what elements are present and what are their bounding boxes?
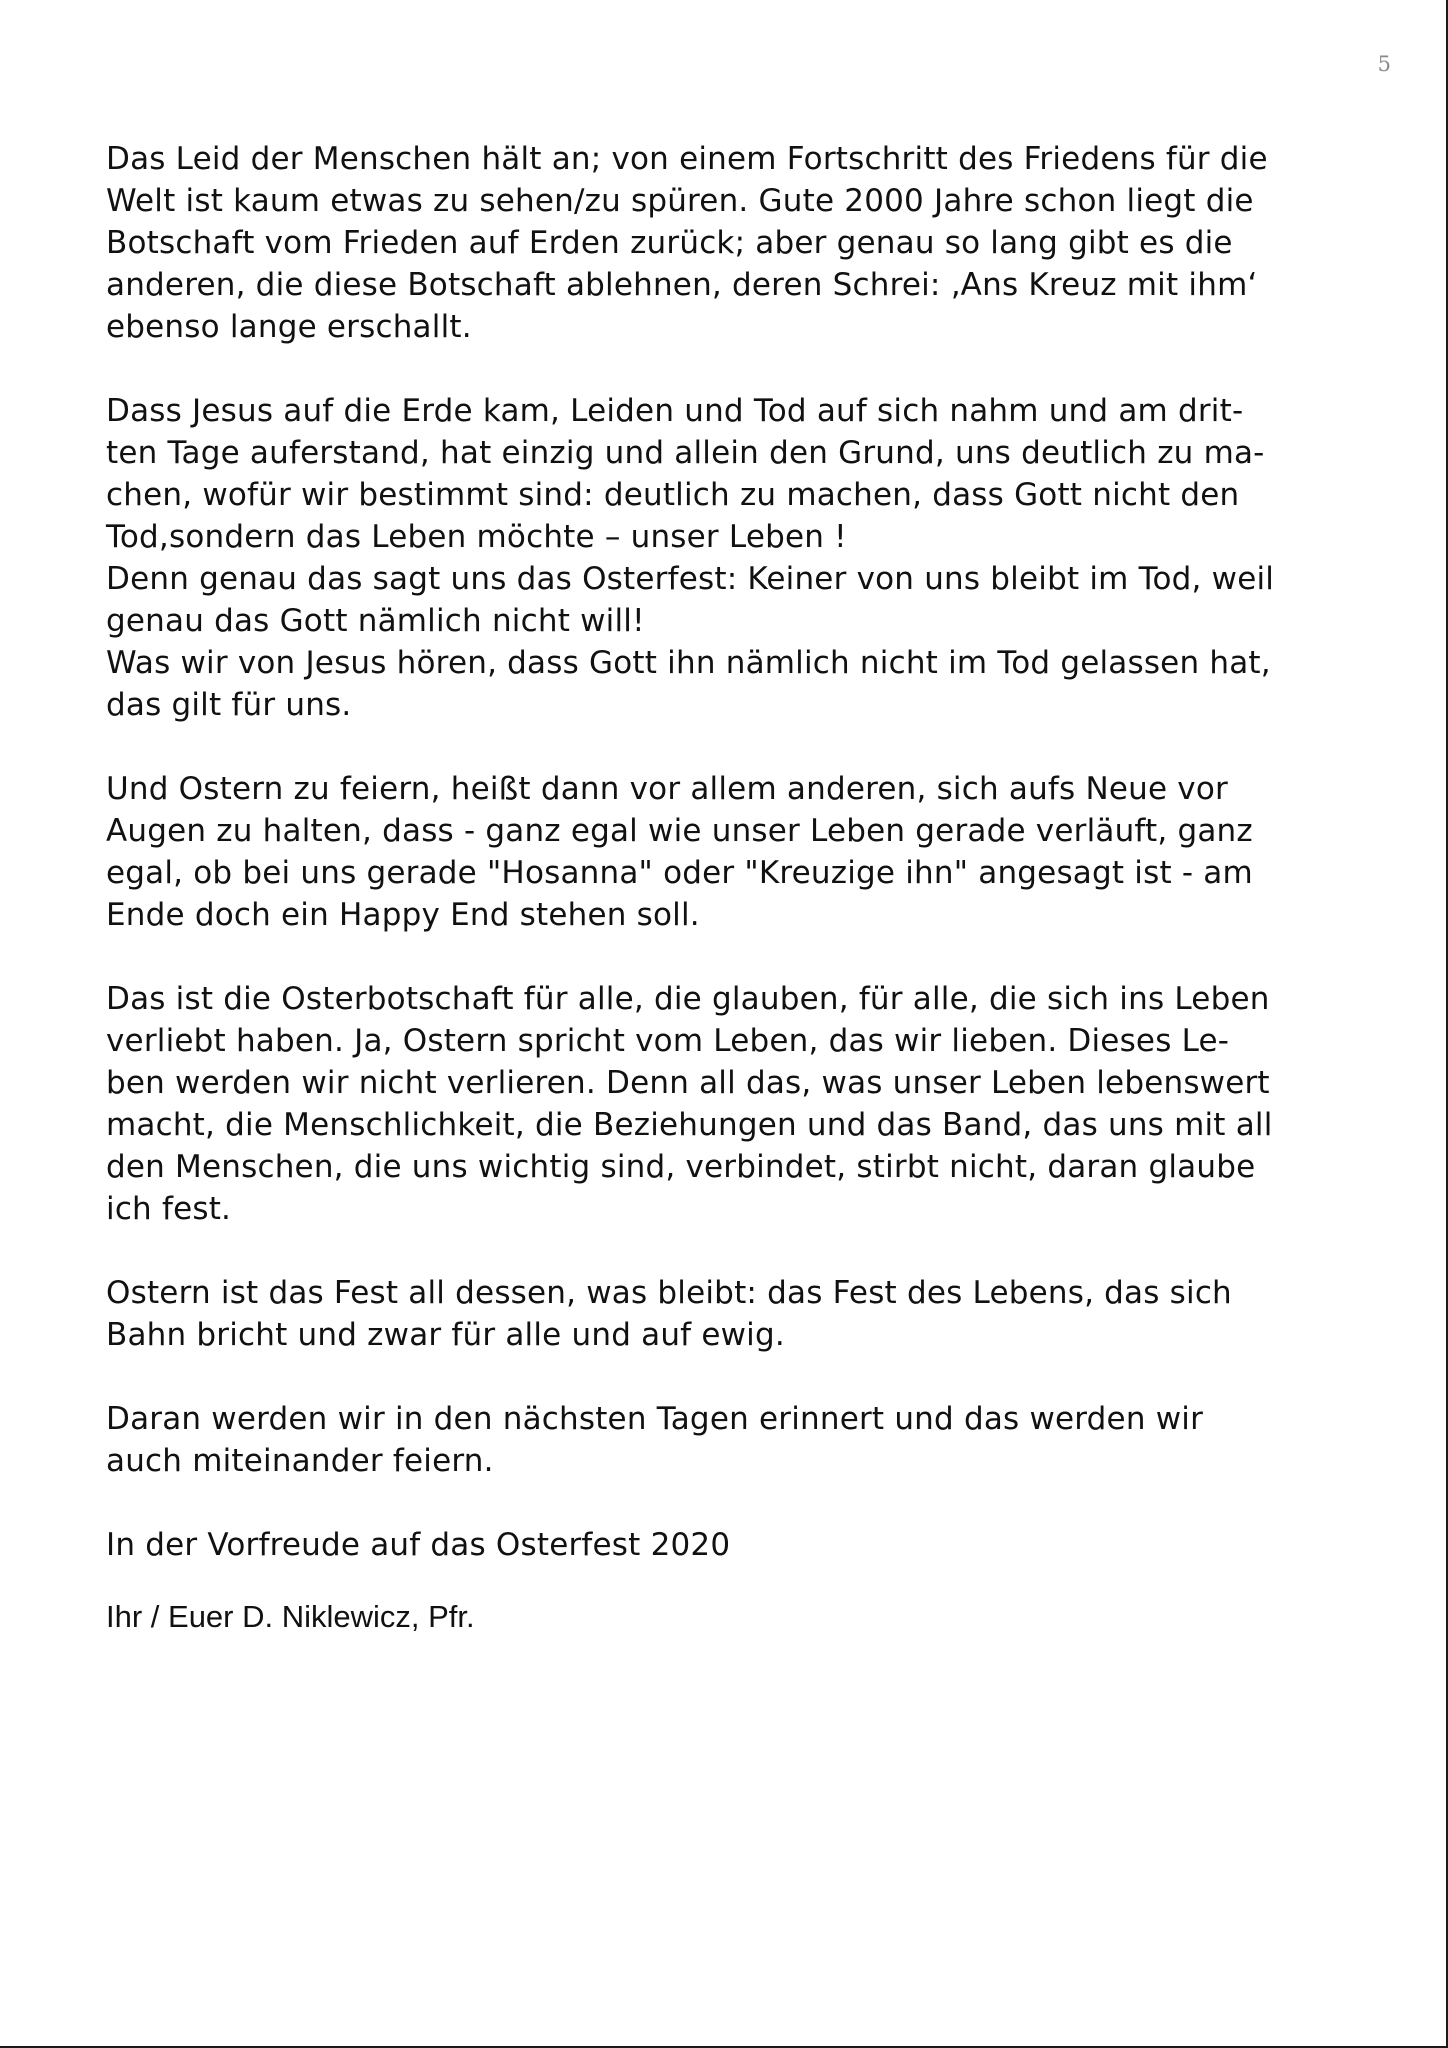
text-line: Denn genau das sagt uns das Osterfest: Keiner von uns bleibt im Tod, weil — [106, 561, 1275, 597]
text-line: Dass Jesus auf die Erde kam, Leiden und Tod auf sich nahm und am drit- — [106, 393, 1244, 429]
paragraph — [106, 1398, 1346, 1482]
text-line: Das ist die Osterbotschaft für alle, die glauben, für alle, die sich ins Leben — [106, 981, 1270, 1017]
text-line: den Menschen, die uns wichtig sind, verbindet, stirbt nicht, daran glaube — [106, 1149, 1256, 1185]
text-line: anderen, die diese Botschaft ablehnen, deren Schrei: ‚Ans Kreuz mit ihm‘ — [106, 267, 1258, 303]
paragraph — [106, 1272, 1346, 1356]
letter-body — [106, 138, 1346, 1638]
text-line: Welt ist kaum etwas zu sehen/zu spüren. Gute 2000 Jahre schon liegt die — [106, 183, 1254, 219]
text-line: macht, die Menschlichkeit, die Beziehungen und das Band, das uns mit all — [106, 1107, 1273, 1143]
text-line: Daran werden wir in den nächsten Tagen erinnert und das werden wir — [106, 1401, 1204, 1437]
paragraph — [106, 138, 1346, 348]
text-line: chen, wofür wir bestimmt sind: deutlich zu machen, dass Gott nicht den — [106, 477, 1240, 513]
paragraph — [106, 768, 1346, 936]
paragraph — [106, 390, 1346, 726]
text-line: Ende doch ein Happy End stehen soll. — [106, 897, 700, 933]
text-line: das gilt für uns. — [106, 687, 352, 723]
text-line: Augen zu halten, dass - ganz egal wie unser Leben gerade verläuft, ganz — [106, 813, 1253, 849]
paragraph — [106, 978, 1346, 1230]
page-number: 5 — [1377, 52, 1391, 76]
text-line: ebenso lange erschallt. — [106, 309, 472, 345]
text-line: genau das Gott nämlich nicht will! — [106, 603, 645, 639]
text-line: Bahn bricht und zwar für alle und auf ewig. — [106, 1317, 785, 1353]
text-line: Was wir von Jesus hören, dass Gott ihn nämlich nicht im Tod gelassen hat, — [106, 645, 1271, 681]
text-line: Und Ostern zu feiern, heißt dann vor allem anderen, sich aufs Neue vor — [106, 771, 1228, 807]
text-line: auch miteinander feiern. — [106, 1443, 494, 1479]
signature: Ihr / Euer D. Niklewicz, Pfr. — [106, 1599, 475, 1634]
text-line: Das Leid der Menschen hält an; von einem Fortschritt des Friedens für die — [106, 141, 1268, 177]
text-line: Tod,sondern das Leben möchte – unser Leben ! — [106, 519, 847, 555]
text-line: egal, ob bei uns gerade "Hosanna" oder "Kreuzige ihn" angesagt ist - am — [106, 855, 1253, 891]
text-line: Botschaft vom Frieden auf Erden zurück; aber genau so lang gibt es die — [106, 225, 1233, 261]
closing-line: In der Vorfreude auf das Osterfest 2020 — [106, 1527, 731, 1563]
text-line: verliebt haben. Ja, Ostern spricht vom Leben, das wir lieben. Dieses Le- — [106, 1023, 1230, 1059]
text-line: ich fest. — [106, 1191, 232, 1227]
text-line: ben werden wir nicht verlieren. Denn all das, was unser Leben lebenswert — [106, 1065, 1270, 1101]
text-line: Ostern ist das Fest all dessen, was bleibt: das Fest des Lebens, das sich — [106, 1275, 1232, 1311]
text-line: ten Tage auferstand, hat einzig und allein den Grund, uns deutlich zu ma- — [106, 435, 1265, 471]
